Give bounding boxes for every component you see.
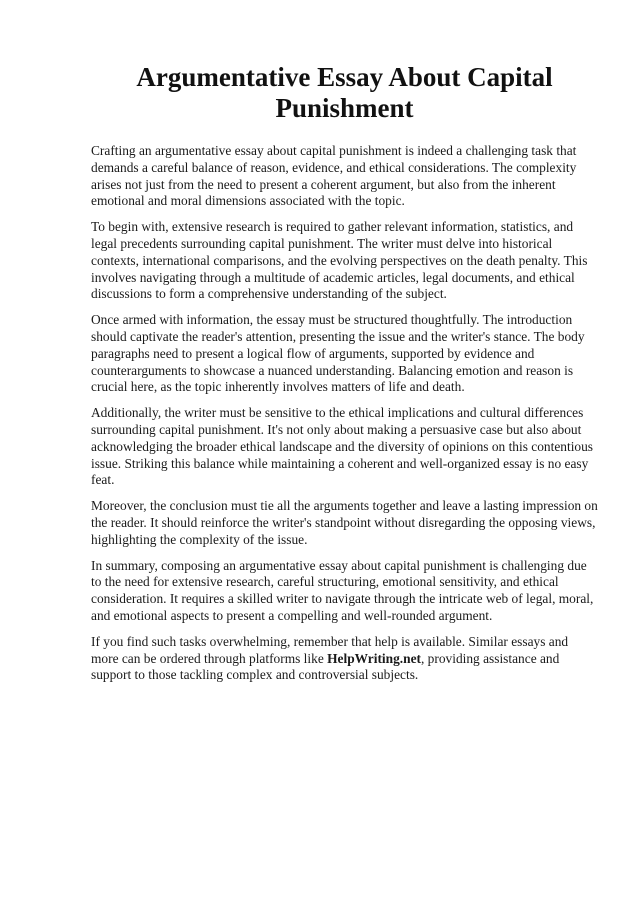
paragraph-intro: Crafting an argumentative essay about capital punishment is indeed a challenging task that demands a careful balance of reason, evidence, and ethical considerations. The complexity arises not just from the need to present a coherent argument, but also from the inherent emotional and moral dimensions associated with the topic. [91,143,577,209]
document-title: Argumentative Essay About Capital Punishment [136,62,553,123]
paragraph-conclusion: Moreover, the conclusion must tie all the arguments together and leave a lasting impression on the reader. It should reinforce the writer's standpoint without disregarding the opposing views, highlighting the complexity of the issue. [91,498,598,547]
closing-text-before: If you find such tasks overwhelming, remember that help is available. Similar essays and more can be ordered through platforms like [91,633,569,666]
paragraph-ethics: Additionally, the writer must be sensitive to the ethical implications and cultural differences surrounding capital punishment. It's not only about making a persuasive case but also about acknowledging the broader ethical landscape and the diversity of opinions on this contentious issue. Striking this balance while maintaining a coherent and well-organized essay is no easy feat. [91,405,594,488]
helpwriting-brand: HelpWriting.net [327,650,421,666]
paragraph-closing [91,634,598,684]
closing-text-after: , providing assistance and support to those tackling complex and controversial subjects. [91,650,560,683]
paragraph-summary: In summary, composing an argumentative essay about capital punishment is challenging due to the need for extensive research, careful structuring, emotional sensitivity, and ethical consideration. It requires a skilled writer to navigate through the intricate web of legal, moral, and emotional aspects to present a compelling and well-rounded argument. [91,557,594,623]
paragraph-structure: Once armed with information, the essay must be structured thoughtfully. The introduction should captivate the reader's attention, presenting the issue and the writer's stance. The body paragraphs need to present a logical flow of arguments, supported by evidence and counterarguments to showcase a nuanced understanding. Balancing emotion and reason is crucial here, as the topic inherently involves matters of life and death. [91,312,585,395]
paragraph-research: To begin with, extensive research is required to gather relevant information, statistics, and legal precedents surrounding capital punishment. The writer must delve into historical contexts, international comparisons, and the evolving perspectives on the death penalty. This involves navigating through a multitude of academic articles, legal documents, and ethical discussions to form a comprehensive understanding of the subject. [91,219,588,302]
